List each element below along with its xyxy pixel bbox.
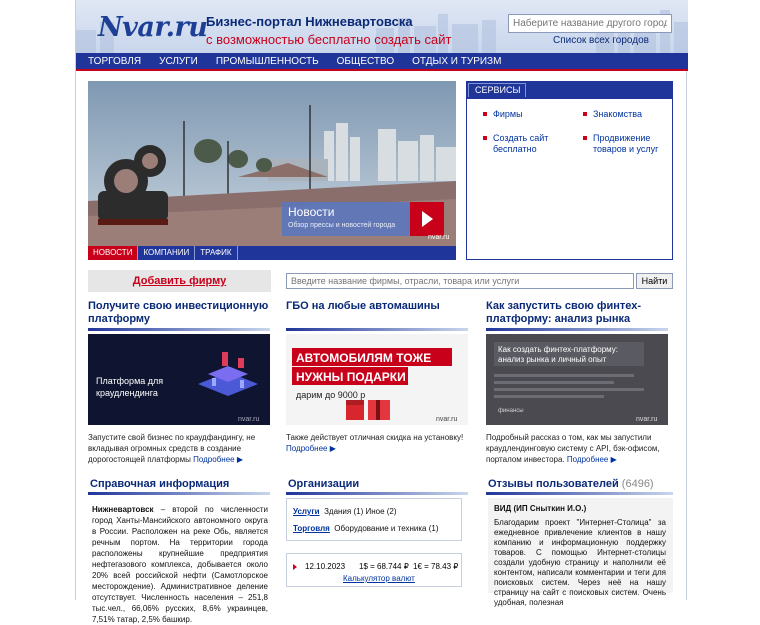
article-body: Также действует отличная скидка на установку! — [286, 433, 464, 442]
svg-text:nvar.ru: nvar.ru — [238, 416, 260, 423]
svg-text:НУЖНЫ ПОДАРКИ: НУЖНЫ ПОДАРКИ — [296, 370, 406, 384]
nav-item-trade[interactable]: ТОРГОВЛЯ — [88, 56, 142, 67]
article-card — [88, 300, 270, 464]
firm-search-input[interactable] — [286, 273, 634, 289]
eur-rate: 1€ = 78.43 ₽ — [413, 562, 459, 571]
site-tagline: Бизнес-портал Нижневартовска — [206, 14, 413, 29]
svg-text:АВТОМОБИЛЯМ ТОЖЕ: АВТОМОБИЛЯМ ТОЖЕ — [296, 351, 432, 365]
nav-item-industry[interactable]: ПРОМЫШЛЕННОСТЬ — [215, 56, 319, 67]
currency-calculator-link[interactable]: Калькулятор валют — [343, 574, 415, 583]
city-search-input[interactable] — [508, 14, 672, 33]
article-card — [486, 300, 668, 464]
org-category-services[interactable]: Услуги — [293, 507, 320, 516]
svg-text:nvar.ru: nvar.ru — [436, 416, 458, 423]
reference-text — [92, 504, 268, 625]
org-category-trade[interactable]: Торговля — [293, 524, 330, 533]
more-link[interactable]: Подробнее ▶ — [193, 455, 243, 464]
hero-tabs — [88, 246, 456, 260]
reviews-title — [488, 478, 654, 490]
service-firms[interactable]: Фирмы — [493, 109, 523, 119]
article-image[interactable] — [286, 334, 468, 425]
article-text — [88, 432, 270, 465]
crowdlending-illustration — [88, 334, 270, 425]
svg-text:анализ рынка и личный опыт: анализ рынка и личный опыт — [498, 355, 607, 364]
article-title[interactable]: Как запустить свою финтех-платформу: анализ рынка — [486, 300, 642, 325]
usd-rate: 1$ = 68.744 ₽ — [359, 562, 409, 571]
hero-banner[interactable] — [88, 81, 456, 246]
more-link[interactable]: Подробнее ▶ — [286, 444, 336, 453]
svg-text:дарим до 9000 р: дарим до 9000 р — [296, 390, 366, 400]
news-next-button[interactable] — [410, 202, 444, 236]
orgs-title: Организации — [288, 478, 360, 490]
article-body: Подробный рассказ о том, как мы запустили краудлендинговую систему с API, бэк-офисом, порталом инвестора. — [486, 433, 660, 464]
nav-item-services[interactable]: УСЛУГИ — [159, 56, 198, 67]
article-text — [286, 432, 468, 454]
review-card[interactable] — [488, 498, 673, 607]
tab-news[interactable]: НОВОСТИ — [88, 246, 138, 260]
orgs-divider — [286, 492, 468, 495]
main-nav — [76, 53, 688, 71]
tab-traffic[interactable]: ТРАФИК — [195, 246, 237, 260]
svg-text:nvar.ru: nvar.ru — [636, 416, 658, 423]
service-create-site[interactable]: Создать сайт бесплатно — [493, 133, 563, 155]
triangle-icon — [293, 564, 297, 570]
play-arrow-icon — [422, 211, 433, 227]
news-caption-title: Новости — [288, 205, 335, 219]
site-subtagline: с возможностью бесплатно создать сайт — [206, 32, 452, 47]
services-body — [466, 97, 673, 260]
currency-date: 12.10.2023 — [305, 562, 346, 571]
firm-search-button[interactable]: Найти — [636, 273, 673, 289]
svg-text:финансы: финансы — [498, 408, 524, 414]
add-firm-link[interactable]: Добавить фирму — [132, 275, 227, 287]
reference-city: Нижневартовск — [92, 505, 154, 514]
header — [76, 0, 688, 53]
news-caption[interactable] — [282, 202, 410, 236]
reviews-count: (6496) — [621, 478, 654, 490]
review-author: ВИД (ИП Сныткин И.О.) — [494, 504, 587, 513]
orgs-box — [286, 498, 462, 541]
org-row — [293, 524, 438, 533]
services-panel — [466, 81, 673, 260]
org-items[interactable]: Оборудование и техника (1) — [334, 524, 439, 533]
tab-companies[interactable]: КОМПАНИИ — [138, 246, 195, 260]
service-dating[interactable]: Знакомства — [593, 109, 642, 119]
fintech-screenshot — [486, 334, 668, 425]
reviews-divider — [486, 492, 673, 495]
hero-watermark: nvar.ru — [428, 234, 450, 241]
nav-item-society[interactable]: ОБЩЕСТВО — [336, 56, 395, 67]
tab-services[interactable]: СЕРВИСЫ — [468, 83, 526, 97]
more-link[interactable]: Подробнее ▶ — [566, 455, 617, 464]
nav-item-tourism[interactable]: ОТДЫХ И ТУРИЗМ — [412, 56, 502, 67]
article-divider — [486, 328, 668, 331]
service-promotion[interactable]: Продвижение товаров и услуг — [593, 133, 673, 155]
reviews-title-text: Отзывы пользователей — [488, 478, 619, 490]
news-caption-subtitle: Обзор прессы и новостей города — [288, 222, 396, 229]
city-list-link[interactable]: Список всех городов — [553, 35, 649, 46]
reference-title: Справочная информация — [90, 478, 230, 490]
article-text — [486, 432, 668, 465]
svg-text:Как создать финтех-платформу:: Как создать финтех-платформу: — [498, 345, 618, 354]
site-logo[interactable]: Nvar.ru — [98, 12, 208, 43]
svg-text:краудлендинга: краудлендинга — [96, 388, 158, 398]
article-image[interactable] — [88, 334, 270, 425]
reference-body: – второй по численности город Ханты-Мансийского автономного округа в России. Расположен на реке Обь, является речным портом. На территории города расположены крупнейшие предприятия нефтегазового комплекса, добывается около 20% всей российской нефти (Самотлорское месторождение). Административное деление отсутствует. Численность населения – 251,8 тыс.чел., 66,06% русских, 8,6% украинцев, 7,51% татар, 2,5% башкир. — [92, 505, 268, 624]
reference-divider — [88, 492, 270, 495]
article-image[interactable] — [486, 334, 668, 425]
gifts-banner — [286, 334, 468, 425]
article-title[interactable]: Получите свою инвестиционную платформу — [88, 300, 269, 325]
article-title[interactable]: ГБО на любые автомашины — [286, 300, 440, 312]
article-body: Запустите свой бизнес по краудфандингу, не вкладывая огромных средств в создание дорогостоящей платформы — [88, 433, 256, 464]
org-row — [293, 507, 397, 516]
org-items[interactable]: Здания (1) Иное (2) — [324, 507, 397, 516]
review-text: Благодарим проект "Интернет-Столица" за ежедневное привлечение клиентов в нашу компанию и информационную поддержку товаров. С помощью Интернет-столицы создали удобную страницу и наполнили её контентом, написали комментарии и теги для поисковых систем. Через неё на нашу страницу на сайт с поисковых систем. Очень удобная, полезная — [494, 518, 666, 607]
article-card — [286, 300, 468, 453]
article-divider — [88, 328, 270, 331]
page — [75, 0, 687, 624]
svg-text:Платформа для: Платформа для — [96, 376, 164, 386]
currency-box — [286, 553, 462, 587]
services-header — [466, 81, 673, 97]
article-divider — [286, 328, 468, 331]
add-firm-button[interactable] — [88, 270, 271, 292]
